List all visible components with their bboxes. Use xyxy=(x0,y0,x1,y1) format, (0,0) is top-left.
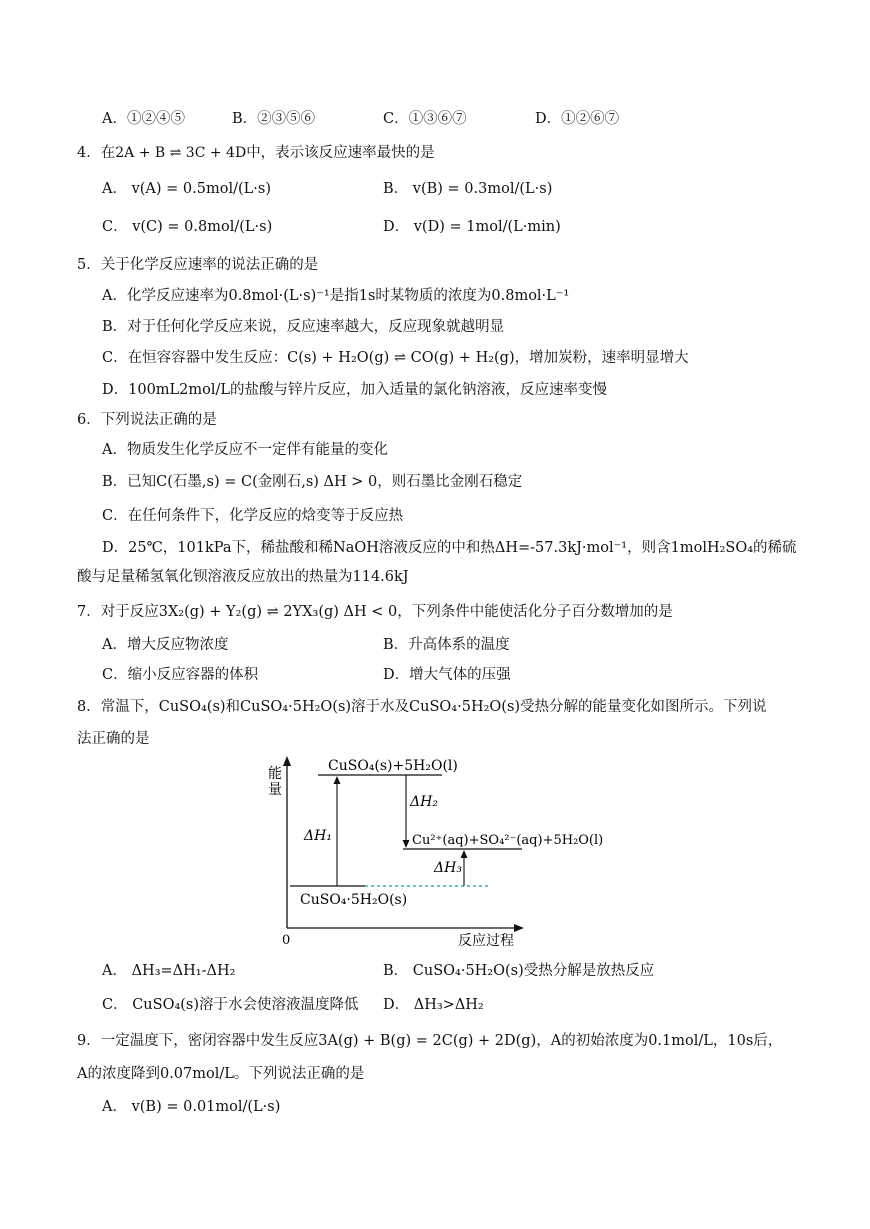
q3-option-d: D．①②⑥⑦ xyxy=(535,111,620,127)
q7-option-b: B．升高体系的温度 xyxy=(383,637,510,653)
y-axis-label-2: 量 xyxy=(268,782,282,798)
q3-option-c: C．①③⑥⑦ xyxy=(383,111,467,127)
q6-option-d-line1: D．25℃，101kPa下，稀盐酸和稀NaOH溶液反应的中和热ΔH=-57.3kJ·mol⁻¹，则含1molH₂SO₄的稀硫 xyxy=(102,540,797,556)
q4-option-c: C． v(C) = 0.8mol/(L·s) xyxy=(102,219,273,235)
dh3-label: ΔH₃ xyxy=(434,860,462,876)
dh1-label: ΔH₁ xyxy=(304,828,332,844)
q4-stem: 4．在2A + B ⇌ 3C + 4D中，表示该反应速率最快的是 xyxy=(77,145,435,161)
q6-option-b: B．已知C(石墨,s) = C(金刚石,s) ΔH > 0，则石墨比金刚石稳定 xyxy=(102,474,523,490)
origin-label: 0 xyxy=(282,933,291,948)
q8-stem-line1: 8．常温下，CuSO₄(s)和CuSO₄·5H₂O(s)溶于水及CuSO₄·5H₂O(s)受热分解的能量变化如图所示。下列说 xyxy=(77,699,767,715)
q6-option-d-line2: 酸与足量稀氢氧化钡溶液反应放出的热量为114.6kJ xyxy=(77,569,409,585)
q7-option-d: D．增大气体的压强 xyxy=(383,667,511,683)
q9-stem-line2: A的浓度降到0.07mol/L。下列说法正确的是 xyxy=(77,1066,365,1082)
q7-option-a: A．增大反应物浓度 xyxy=(102,637,229,653)
top-level-label: CuSO₄(s)+5H₂O(l) xyxy=(328,758,458,774)
q5-option-d: D．100mL2mol/L的盐酸与锌片反应，加入适量的氯化钠溶液，反应速率变慢 xyxy=(102,382,608,398)
q4-option-d: D． v(D) = 1mol/(L·min) xyxy=(383,219,561,235)
q8-option-a: A． ΔH₃=ΔH₁-ΔH₂ xyxy=(102,963,236,979)
q6-option-a: A．物质发生化学反应不一定伴有能量的变化 xyxy=(102,442,388,458)
q9-option-a: A． v(B) = 0.01mol/(L·s) xyxy=(102,1099,281,1115)
q3-option-b: B．②③⑤⑥ xyxy=(232,111,316,127)
q8-option-d: D． ΔH₃>ΔH₂ xyxy=(383,997,484,1013)
q7-stem: 7．对于反应3X₂(g) + Y₂(g) ⇌ 2YX₃(g) ΔH < 0，下列条件中能使活化分子百分数增加的是 xyxy=(77,604,673,620)
q5-stem: 5．关于化学反应速率的说法正确的是 xyxy=(77,257,319,273)
q5-option-b: B．对于任何化学反应来说，反应速率越大，反应现象就越明显 xyxy=(102,319,505,335)
y-axis-label-1: 能 xyxy=(268,766,282,782)
x-axis-label: 反应过程 xyxy=(458,933,514,949)
bottom-level-label: CuSO₄·5H₂O(s) xyxy=(300,892,408,908)
x-axis-arrow xyxy=(514,924,524,932)
dh2-arrowhead xyxy=(403,840,410,848)
q4-option-b: B． v(B) = 0.3mol/(L·s) xyxy=(383,181,553,197)
q5-option-a: A．化学反应速率为0.8mol·(L·s)⁻¹是指1s时某物质的浓度为0.8mol·L⁻¹ xyxy=(102,288,570,304)
q4-option-a: A． v(A) = 0.5mol/(L·s) xyxy=(102,181,271,197)
q8-stem-line2: 法正确的是 xyxy=(77,731,150,747)
q5-option-c: C．在恒容容器中发生反应：C(s) + H₂O(g) ⇌ CO(g) + H₂(g)，增加炭粉，速率明显增大 xyxy=(102,350,689,366)
dh3-arrowhead xyxy=(461,850,468,858)
q7-option-c: C．缩小反应容器的体积 xyxy=(102,667,259,683)
energy-diagram xyxy=(260,752,604,952)
q6-option-c: C．在任何条件下，化学反应的焓变等于反应热 xyxy=(102,508,404,524)
dh2-label: ΔH₂ xyxy=(410,794,438,810)
dh1-arrowhead xyxy=(334,776,341,784)
q3-option-a: A．①②④⑤ xyxy=(102,111,185,127)
middle-level-label: Cu²⁺(aq)+SO₄²⁻(aq)+5H₂O(l) xyxy=(412,833,604,848)
q8-option-c: C． CuSO₄(s)溶于水会使溶液温度降低 xyxy=(102,997,359,1013)
y-axis-arrow xyxy=(283,756,291,766)
q9-stem-line1: 9．一定温度下，密闭容器中发生反应3A(g) + B(g) = 2C(g) + 2D(g)，A的初始浓度为0.1mol/L，10s后， xyxy=(77,1033,783,1049)
q6-stem: 6．下列说法正确的是 xyxy=(77,412,217,428)
q8-option-b: B． CuSO₄·5H₂O(s)受热分解是放热反应 xyxy=(383,963,655,979)
